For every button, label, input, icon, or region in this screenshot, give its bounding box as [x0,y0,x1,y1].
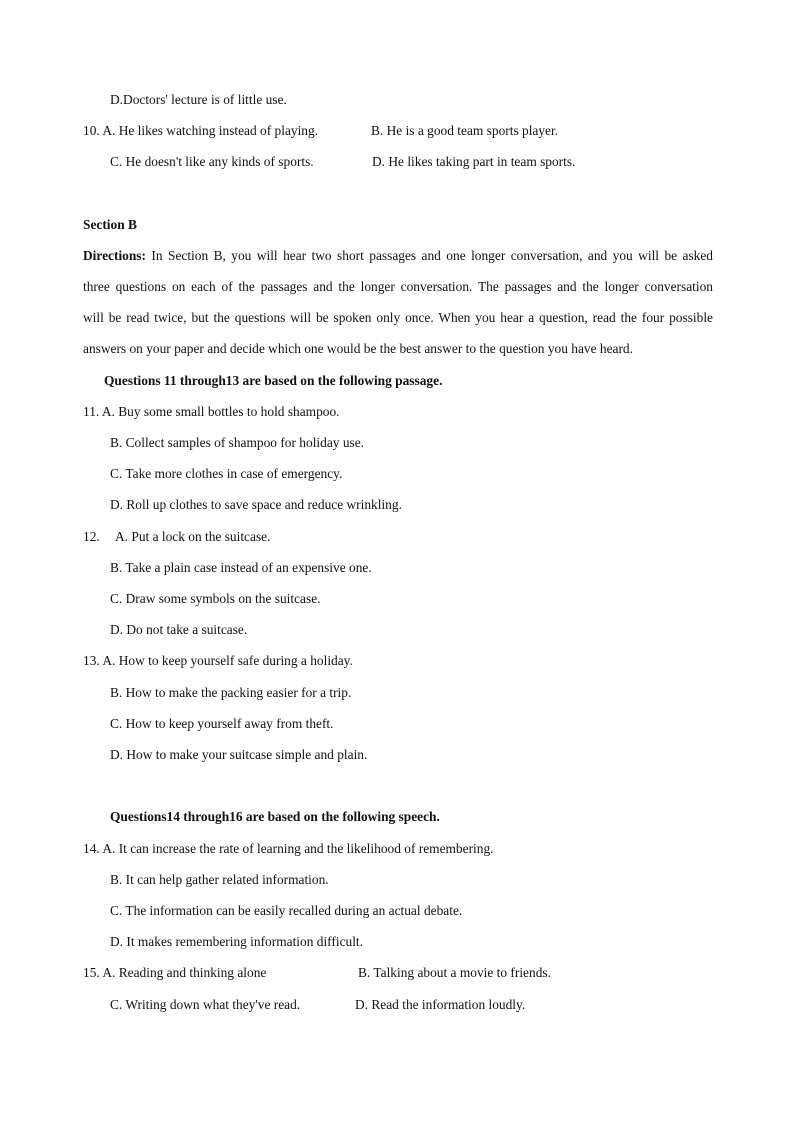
q10-option-c: C. He doesn't like any kinds of sports. [110,154,314,169]
group-1-heading: Questions 11 through13 are based on the following passage. [104,373,443,388]
q15-option-d: D. Read the information loudly. [355,997,526,1012]
q15-option-b: B. Talking about a movie to friends. [358,965,551,980]
q14-option-d: D. It makes remembering information difficult. [110,934,363,949]
directions-line-2: three questions on each of the passages and the longer conversation. The passages and the longer conversation [83,279,713,294]
q12-option-c: C. Draw some symbols on the suitcase. [110,591,321,606]
section-b-title: Section B [83,217,137,232]
q13-option-a: 13. A. How to keep yourself safe during a holiday. [83,653,353,668]
q11-option-d: D. Roll up clothes to save space and reduce wrinkling. [110,497,402,512]
q10-option-d: D. He likes taking part in team sports. [372,154,576,169]
q15-option-c: C. Writing down what they've read. [110,997,301,1012]
q13-option-c: C. How to keep yourself away from theft. [110,716,334,731]
q14-option-c: C. The information can be easily recalled during an actual debate. [110,903,463,918]
directions-line-3: will be read twice, but the questions will be spoken only once. When you hear a question, read the four possible [83,310,713,325]
q10-option-b: B. He is a good team sports player. [371,123,559,138]
q11-option-b: B. Collect samples of shampoo for holiday use. [110,435,365,450]
q15-option-a: 15. A. Reading and thinking alone [83,965,267,980]
q12-option-a: A. Put a lock on the suitcase. [115,529,271,544]
q10-option-a: 10. A. He likes watching instead of playing. [83,123,319,138]
q11-option-a: 11. A. Buy some small bottles to hold shampoo. [83,404,340,419]
q12-number: 12. [83,529,100,544]
directions-line-4: answers on your paper and decide which one would be the best answer to the question you have heard. [83,341,633,356]
q13-option-b: B. How to make the packing easier for a trip. [110,685,352,700]
q13-option-d: D. How to make your suitcase simple and plain. [110,747,368,762]
q14-option-b: B. It can help gather related information. [110,872,329,887]
q9-option-d: D.Doctors' lecture is of little use. [110,92,287,107]
directions-label: Directions: [83,248,146,263]
group-2-heading: Questions14 through16 are based on the following speech. [110,809,440,824]
q14-option-a: 14. A. It can increase the rate of learning and the likelihood of remembering. [83,841,494,856]
q12-option-b: B. Take a plain case instead of an expensive one. [110,560,372,575]
q12-option-d: D. Do not take a suitcase. [110,622,248,637]
directions-line-1: Directions: In Section B, you will hear two short passages and one longer conversation, and you will be asked [83,248,713,263]
q11-option-c: C. Take more clothes in case of emergency. [110,466,343,481]
